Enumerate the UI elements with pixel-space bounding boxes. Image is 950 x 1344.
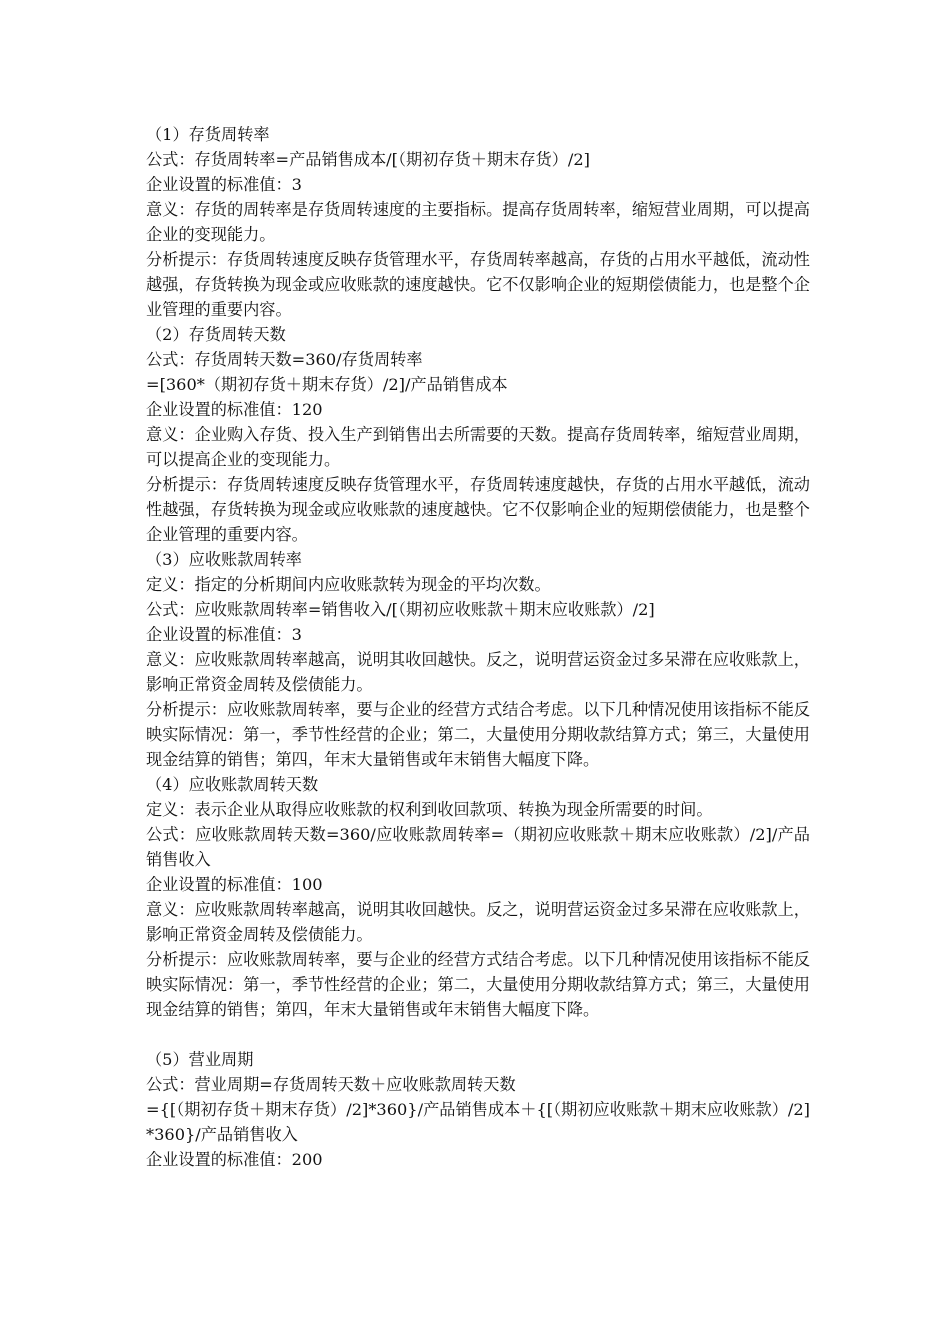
- meaning-paragraph: 意义：应收账款周转率越高，说明其收回越快。反之，说明营运资金过多呆滞在应收账款上，影响正常资金周转及偿债能力。: [146, 900, 810, 944]
- section-heading: （4）应收账款周转天数: [146, 775, 319, 794]
- standard-value-line: 企业设置的标准值：3: [146, 625, 302, 644]
- section-heading: （5）营业周期: [146, 1050, 254, 1069]
- formula-continuation-line: =[360*（期初存货＋期末存货）/2]/产品销售成本: [146, 375, 508, 394]
- section-receivables-turnover-rate: [146, 547, 810, 772]
- document-page: [146, 122, 810, 1172]
- standard-value-line: 企业设置的标准值：120: [146, 400, 323, 419]
- section-inventory-turnover-rate: [146, 122, 810, 322]
- formula-line: 公式：存货周转率=产品销售成本/[（期初存货＋期末存货）/2]: [146, 150, 590, 169]
- formula-line: 公式：存货周转天数=360/存货周转率: [146, 350, 423, 369]
- analysis-paragraph: 分析提示：存货周转速度反映存货管理水平，存货周转率越高，存货的占用水平越低，流动性越强，存货转换为现金或应收账款的速度越快。它不仅影响企业的短期偿债能力，也是整个企业管理的重要内容。: [146, 250, 810, 319]
- section-inventory-turnover-days: [146, 322, 810, 547]
- standard-value-line: 企业设置的标准值：200: [146, 1150, 323, 1169]
- analysis-paragraph: 分析提示：存货周转速度反映存货管理水平，存货周转速度越快，存货的占用水平越低，流动性越强，存货转换为现金或应收账款的速度越快。它不仅影响企业的短期偿债能力，也是整个企业管理的重要内容。: [146, 475, 810, 544]
- section-operating-cycle: [146, 1047, 810, 1172]
- section-heading: （1）存货周转率: [146, 125, 270, 144]
- meaning-paragraph: 意义：应收账款周转率越高，说明其收回越快。反之，说明营运资金过多呆滞在应收账款上，影响正常资金周转及偿债能力。: [146, 650, 810, 694]
- section-heading: （3）应收账款周转率: [146, 550, 302, 569]
- standard-value-line: 企业设置的标准值：3: [146, 175, 302, 194]
- meaning-paragraph: 意义：企业购入存货、投入生产到销售出去所需要的天数。提高存货周转率，缩短营业周期，可以提高企业的变现能力。: [146, 425, 810, 469]
- blank-line: [146, 1022, 810, 1047]
- section-heading: （2）存货周转天数: [146, 325, 286, 344]
- formula-line: 公式：应收账款周转天数=360/应收账款周转率=（期初应收账款＋期末应收账款）/2]/产品销售收入: [146, 825, 810, 869]
- formula-continuation-line: ={[（期初存货＋期末存货）/2]*360}/产品销售成本＋{[（期初应收账款＋期末应收账款）/2]*360}/产品销售收入: [146, 1100, 810, 1144]
- definition-line: 定义：指定的分析期间内应收账款转为现金的平均次数。: [146, 575, 551, 594]
- section-receivables-turnover-days: [146, 772, 810, 1022]
- formula-line: 公式：应收账款周转率=销售收入/[（期初应收账款＋期末应收账款）/2]: [146, 600, 655, 619]
- definition-line: 定义：表示企业从取得应收账款的权利到收回款项、转换为现金所需要的时间。: [146, 800, 713, 819]
- analysis-paragraph: 分析提示：应收账款周转率，要与企业的经营方式结合考虑。以下几种情况使用该指标不能反映实际情况：第一，季节性经营的企业；第二，大量使用分期收款结算方式；第三，大量使用现金结算的销售；第四，年末大量销售或年末销售大幅度下降。: [146, 700, 810, 769]
- formula-line: 公式：营业周期=存货周转天数＋应收账款周转天数: [146, 1075, 516, 1094]
- standard-value-line: 企业设置的标准值：100: [146, 875, 323, 894]
- meaning-paragraph: 意义：存货的周转率是存货周转速度的主要指标。提高存货周转率，缩短营业周期，可以提高企业的变现能力。: [146, 200, 810, 244]
- analysis-paragraph: 分析提示：应收账款周转率，要与企业的经营方式结合考虑。以下几种情况使用该指标不能反映实际情况：第一，季节性经营的企业；第二，大量使用分期收款结算方式；第三，大量使用现金结算的销售；第四，年末大量销售或年末销售大幅度下降。: [146, 950, 810, 1019]
